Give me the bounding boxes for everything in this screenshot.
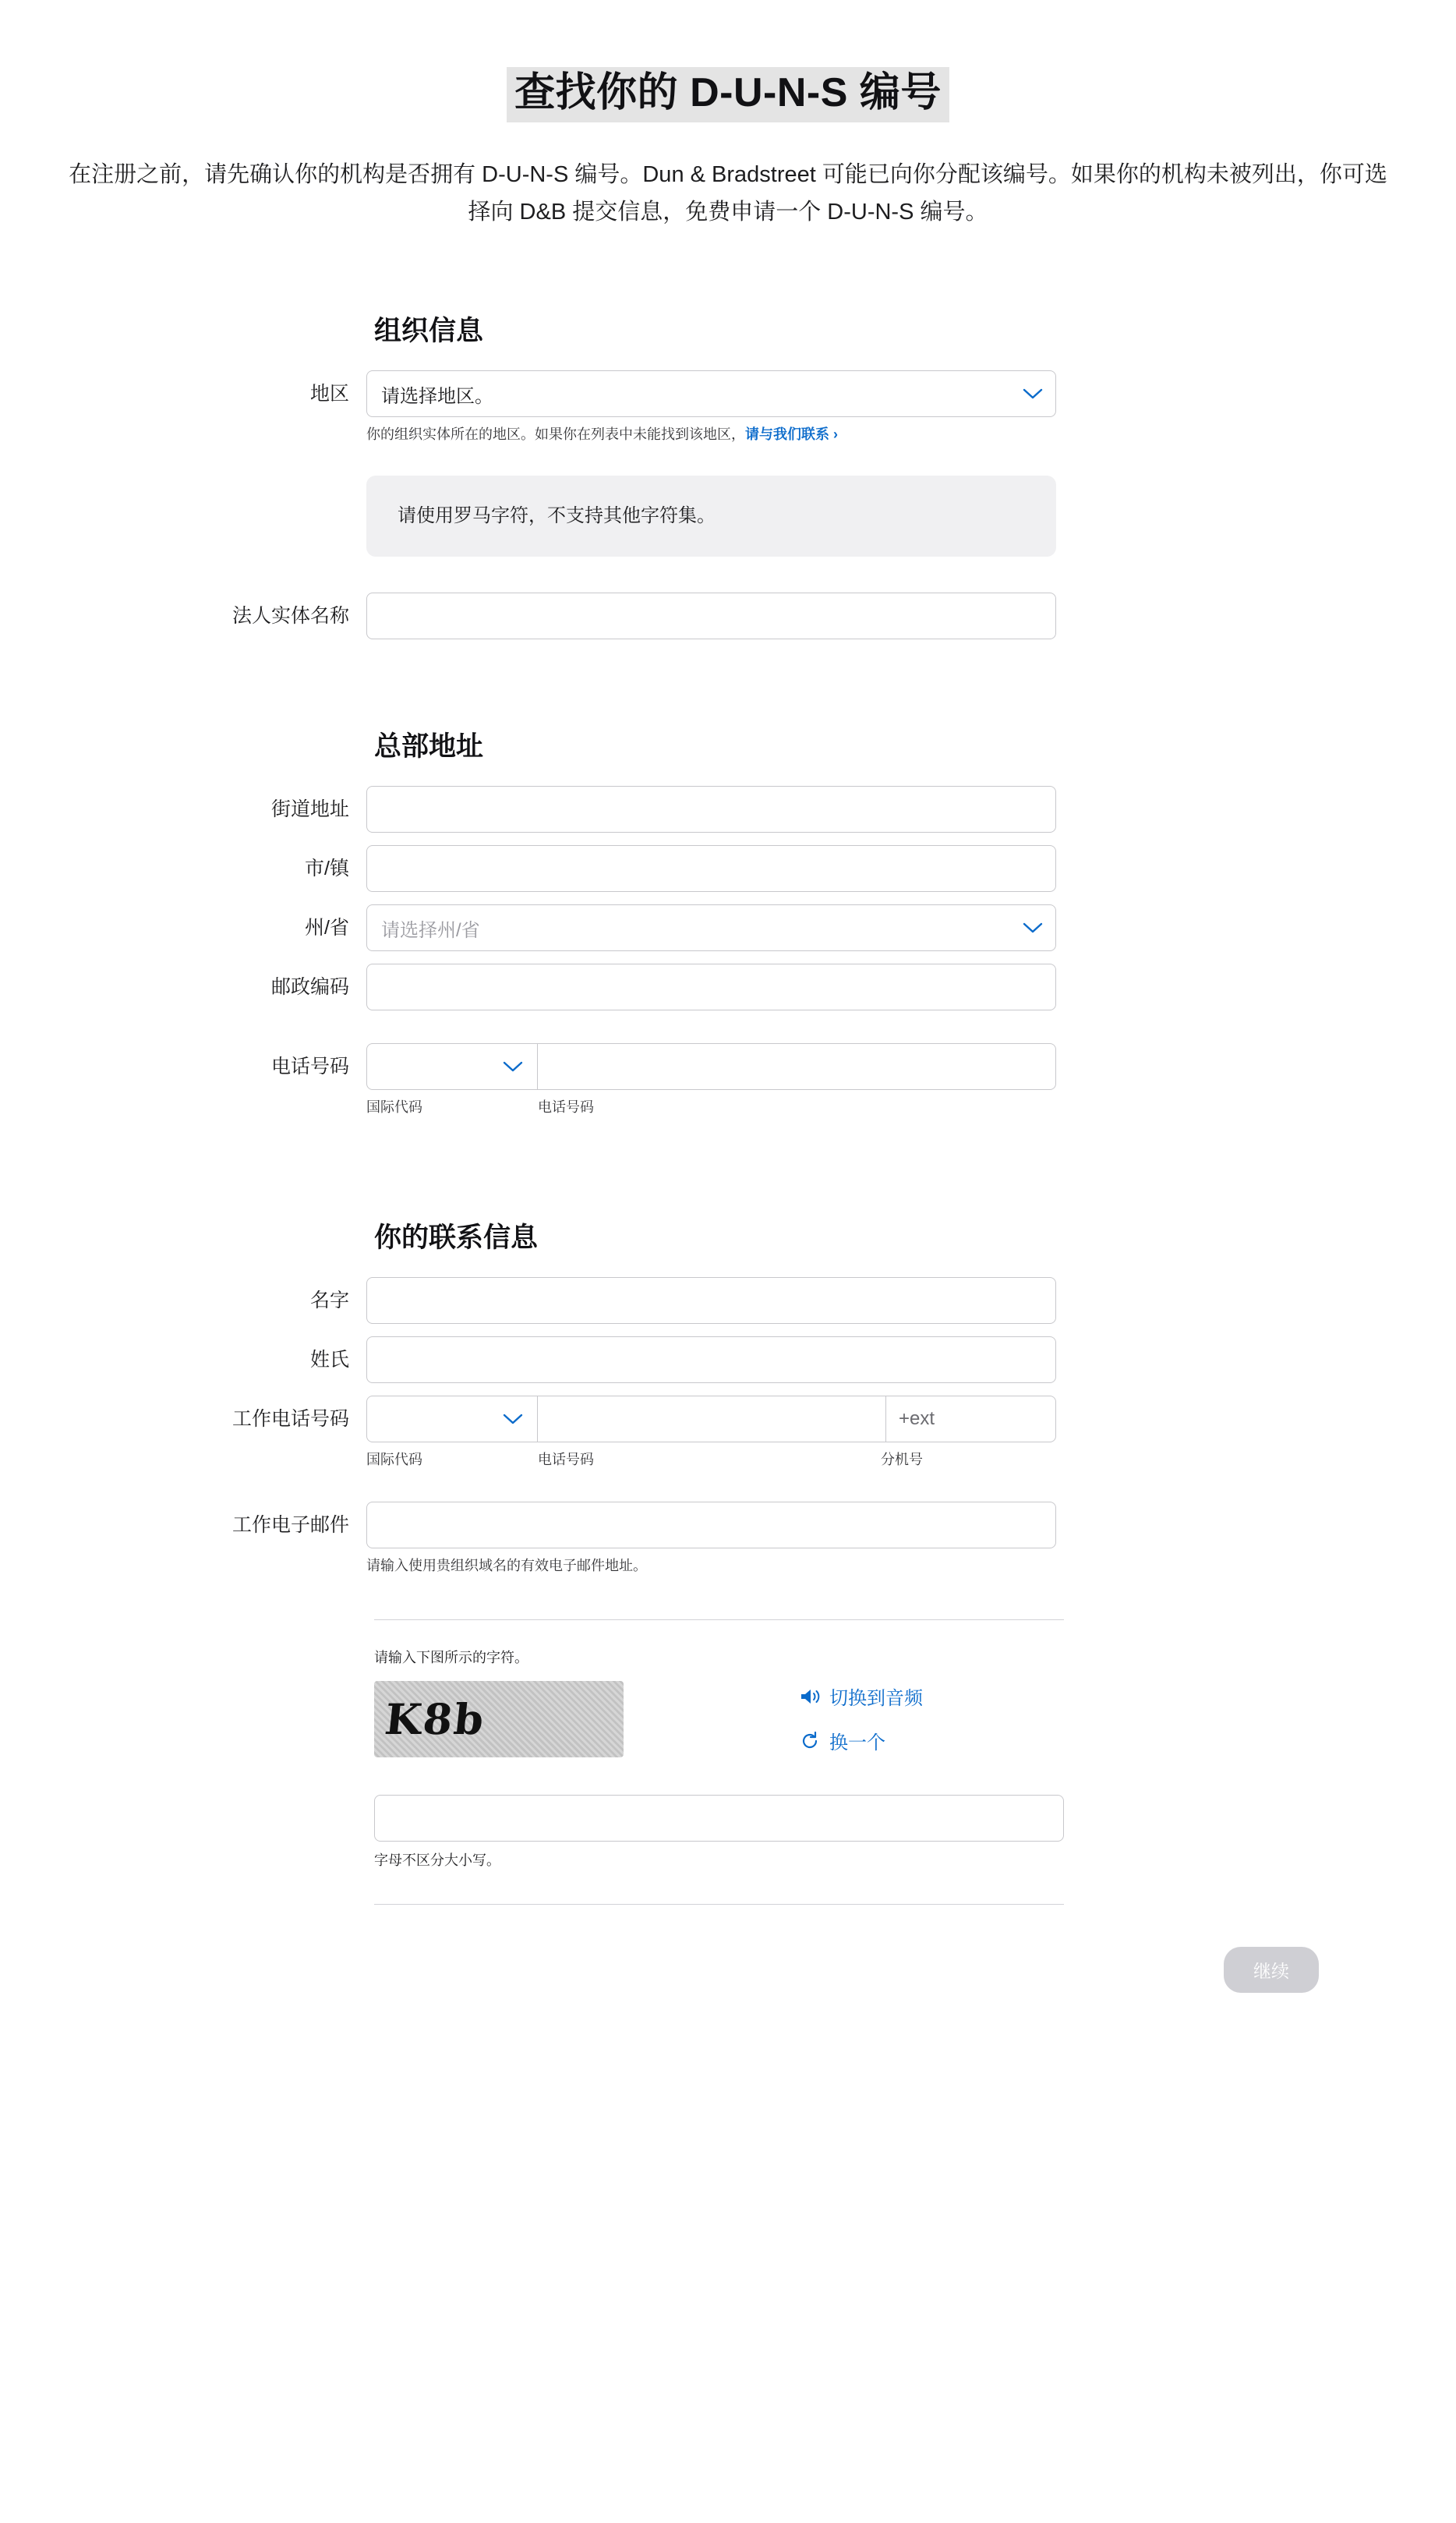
contact-us-link[interactable]: 请与我们联系 › (745, 426, 838, 443)
region-select[interactable] (366, 370, 1056, 417)
row-street (0, 786, 1456, 833)
chevron-down-icon (1023, 922, 1043, 934)
divider-bottom (374, 1904, 1064, 1905)
page-subtitle: 在注册之前，请先确认你的机构是否拥有 D-U-N-S 编号。Dun & Bradstreet 可能已向你分配该编号。如果你的机构未被列出，你可选择向 D&B 提交信息，免费申请一个 D-U-N-S 编号。 (69, 162, 1387, 225)
last-name-input[interactable] (366, 1336, 1056, 1383)
row-work-phone (0, 1396, 1456, 1469)
row-city (0, 845, 1456, 892)
city-label: 市/镇 (305, 858, 349, 880)
row-legal-entity (0, 593, 1456, 639)
captcha-refresh[interactable] (798, 1727, 923, 1754)
chevron-down-icon (503, 1061, 523, 1073)
work-phone-extension-input[interactable] (886, 1396, 1056, 1442)
captcha-image-text: K8b (382, 1694, 488, 1745)
divider-top (374, 1619, 1064, 1620)
work-email-label: 工作电子邮件 (231, 1514, 349, 1537)
state-select[interactable] (366, 904, 1056, 951)
last-name-label: 姓氏 (309, 1349, 349, 1371)
row-phone (0, 1043, 1456, 1116)
speaker-icon (798, 1685, 822, 1708)
work-phone-country-code-select[interactable] (366, 1396, 538, 1442)
region-helper-text: 你的组织实体所在的地区。如果你在列表中未能找到该地区， (366, 426, 745, 443)
roman-notice-row (0, 457, 1456, 557)
region-label: 地区 (309, 383, 349, 405)
first-name-input[interactable] (366, 1277, 1056, 1324)
row-region (0, 370, 1456, 444)
postal-label: 邮政编码 (270, 976, 349, 999)
city-input[interactable] (366, 845, 1056, 892)
work-phone-extension-sublabel: 分机号 (881, 1452, 923, 1468)
work-email-input[interactable] (366, 1502, 1056, 1548)
captcha-audio-toggle[interactable] (798, 1683, 923, 1710)
street-label: 街道地址 (270, 798, 349, 821)
section-title-headquarters: 总部地址 (374, 731, 484, 763)
work-email-helper: 请输入使用贵组织域名的有效电子邮件地址。 (366, 1558, 647, 1574)
postal-code-input[interactable] (366, 964, 1056, 1010)
captcha-refresh-label: 换一个 (829, 1732, 885, 1754)
region-select-value: 请选择地区。 (381, 385, 493, 407)
row-state (0, 904, 1456, 951)
work-phone-number-sublabel: 电话号码 (538, 1452, 594, 1468)
captcha-audio-label: 切换到音频 (829, 1688, 923, 1710)
row-first-name (0, 1277, 1456, 1324)
footer (0, 1947, 1456, 2040)
phone-number-input[interactable] (538, 1043, 1056, 1090)
legal-entity-label: 法人实体名称 (231, 605, 349, 628)
section-title-contact: 你的联系信息 (374, 1223, 539, 1254)
continue-button[interactable]: 继续 (1224, 1947, 1319, 1993)
captcha-prompt: 请输入下图所示的字符。 (374, 1650, 528, 1666)
chevron-down-icon (503, 1414, 523, 1425)
row-work-email (0, 1502, 1456, 1576)
street-input[interactable] (366, 786, 1056, 833)
captcha-input[interactable] (374, 1795, 1064, 1842)
region-helper (366, 424, 1056, 444)
section-title-organization: 组织信息 (374, 316, 484, 347)
phone-number-sublabel: 电话号码 (538, 1099, 594, 1116)
roman-characters-notice: 请使用罗马字符，不支持其他字符集。 (366, 476, 1056, 557)
header (0, 0, 1456, 232)
state-select-value: 请选择州/省 (381, 919, 480, 941)
row-postal (0, 964, 1456, 1010)
phone-country-code-sublabel: 国际代码 (366, 1099, 422, 1116)
legal-entity-input[interactable] (366, 593, 1056, 639)
state-label: 州/省 (305, 917, 349, 939)
phone-label: 电话号码 (270, 1056, 349, 1078)
first-name-label: 名字 (309, 1290, 349, 1312)
captcha-note: 字母不区分大小写。 (374, 1852, 500, 1869)
work-phone-number-input[interactable] (538, 1396, 886, 1442)
refresh-icon (798, 1729, 822, 1753)
captcha-image (374, 1681, 624, 1757)
chevron-down-icon (1023, 388, 1043, 400)
page-title: 查找你的 D-U-N-S 编号 (507, 67, 949, 122)
captcha-block (374, 1647, 1064, 1870)
duns-form (0, 232, 1456, 2040)
work-phone-label: 工作电话号码 (231, 1408, 349, 1431)
phone-country-code-select[interactable] (366, 1043, 538, 1090)
work-phone-country-code-sublabel: 国际代码 (366, 1452, 422, 1468)
row-last-name (0, 1336, 1456, 1383)
